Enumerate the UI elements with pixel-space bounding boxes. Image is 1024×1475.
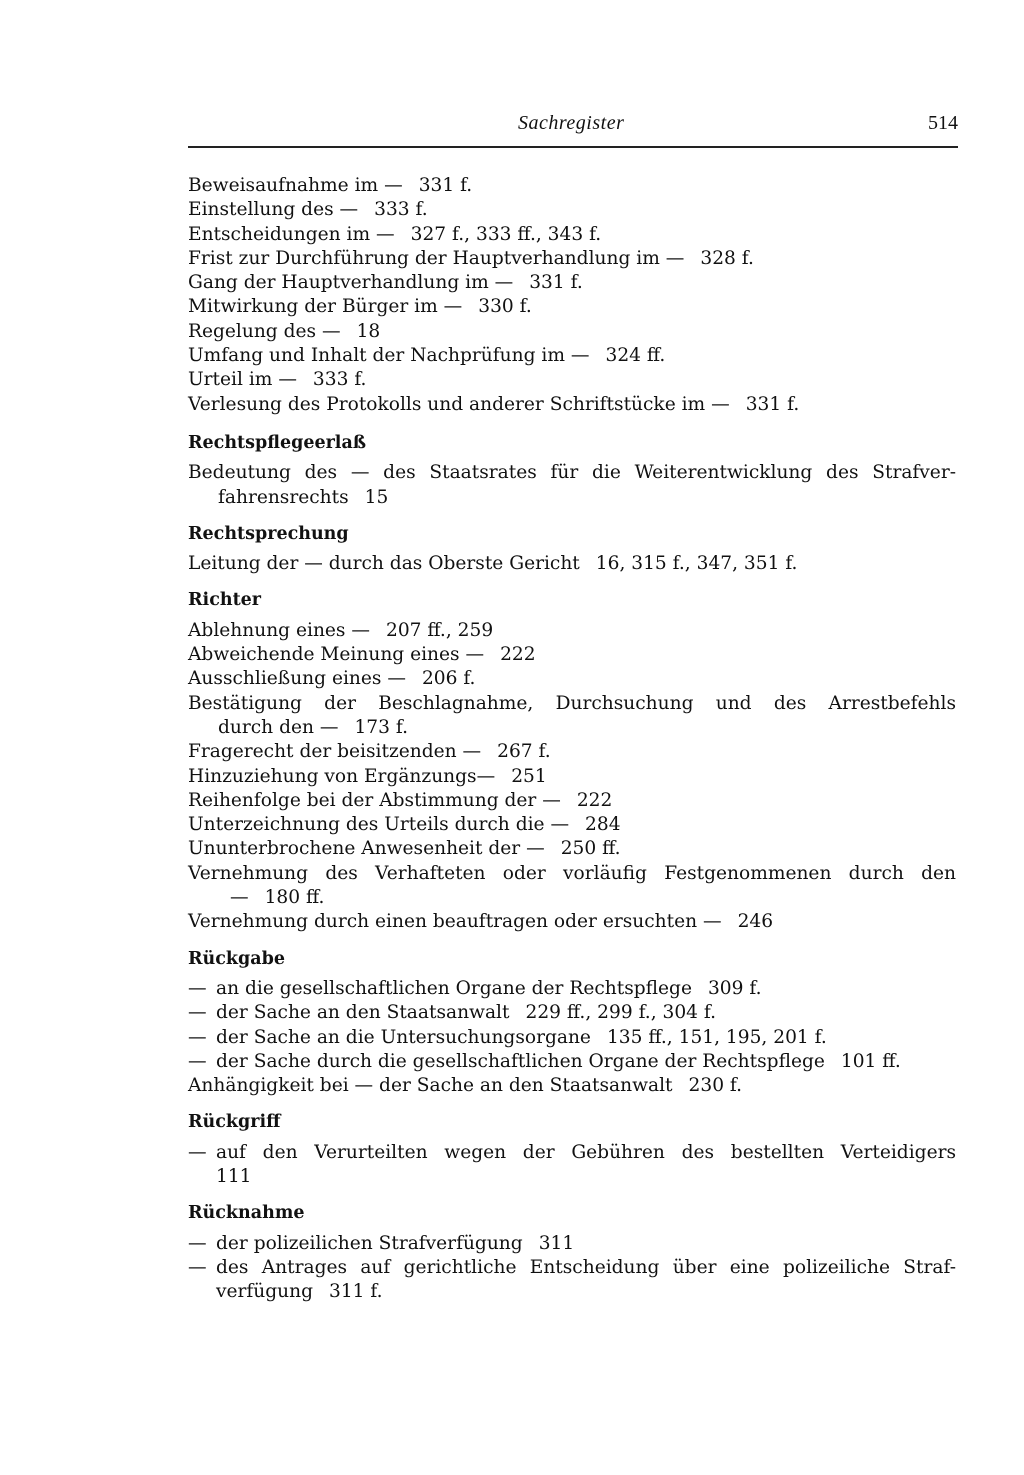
entry-pages: 101 ff. bbox=[840, 1050, 901, 1072]
dash-marker: — bbox=[188, 1050, 207, 1072]
index-entry bbox=[188, 740, 956, 764]
index-entry bbox=[188, 910, 956, 934]
entry-text: Verlesung des Protokolls und anderer Schriftstücke im — bbox=[188, 393, 730, 415]
index-entry bbox=[188, 862, 956, 911]
entry-continuation bbox=[188, 486, 956, 510]
entry-text: Mitwirkung der Bürger im — bbox=[188, 296, 463, 318]
entry-text: Anhängigkeit bei — der Sache an den Staatsanwalt bbox=[188, 1075, 673, 1097]
entry-pages: 222 bbox=[500, 644, 536, 666]
entry-text: Bestätigung der Beschlagnahme, Durchsuchung und des Arrestbefehls bbox=[188, 692, 956, 714]
index-entry bbox=[188, 789, 956, 813]
entry-text: Gang der Hauptverhandlung im — bbox=[188, 272, 514, 294]
entry-text: Frist zur Durchführung der Hauptverhandlung im — bbox=[188, 247, 685, 269]
entry-pages: 330 f. bbox=[478, 296, 532, 318]
dash-marker: — bbox=[188, 1232, 207, 1254]
entry-text: Urteil im — bbox=[188, 369, 297, 391]
entry-pages: 111 bbox=[216, 1165, 252, 1187]
index-entry bbox=[188, 461, 956, 510]
entry-pages: 16, 315 f., 347, 351 f. bbox=[595, 553, 798, 575]
index-entry bbox=[188, 271, 956, 295]
index-entry bbox=[188, 1050, 956, 1074]
entry-text: der Sache an die Untersuchungsorgane bbox=[216, 1026, 591, 1048]
entry-text: Unterzeichnung des Urteils durch die — bbox=[188, 814, 570, 836]
entry-pages: 331 f. bbox=[418, 175, 473, 196]
index-entry bbox=[188, 1001, 956, 1025]
index-entry bbox=[188, 765, 956, 789]
entry-pages: 327 f., 333 ff., 343 f. bbox=[410, 223, 602, 245]
entry-pages: 311 bbox=[538, 1232, 575, 1254]
entry-text: der polizeilichen Strafverfügung bbox=[216, 1232, 523, 1254]
index-entry bbox=[188, 247, 956, 271]
entry-text: verfügung bbox=[216, 1281, 314, 1303]
entry-pages: 324 ff. bbox=[605, 345, 666, 367]
entry-pages: 246 bbox=[737, 911, 774, 933]
entry-text: — bbox=[230, 887, 249, 909]
index-entry bbox=[188, 223, 956, 247]
heading-ruecknahme: Rücknahme bbox=[188, 1203, 305, 1224]
entry-text: der Sache an den Staatsanwalt bbox=[216, 1002, 510, 1024]
entry-continuation bbox=[188, 716, 956, 740]
index-entry bbox=[188, 1232, 956, 1256]
entry-text: fahrensrechts bbox=[218, 486, 349, 508]
entry-text: Bedeutung des — des Staatsrates für die Weiterentwicklung des Strafver- bbox=[188, 462, 956, 484]
index-entry bbox=[188, 198, 956, 222]
entry-pages: 333 f. bbox=[312, 369, 367, 391]
header-divider bbox=[188, 146, 958, 148]
entry-pages: 267 f. bbox=[497, 741, 551, 763]
entry-text: Fragerecht der beisitzenden — bbox=[188, 741, 482, 763]
dash-marker: — bbox=[188, 1002, 207, 1024]
running-title: Sachregister bbox=[518, 112, 625, 134]
entry-pages: 173 f. bbox=[354, 716, 408, 738]
index-entry bbox=[188, 368, 956, 392]
entry-pages: 206 f. bbox=[421, 668, 476, 690]
entry-group-continued bbox=[188, 174, 956, 417]
entry-text: Ablehnung eines — bbox=[188, 619, 370, 641]
entry-pages: 15 bbox=[364, 486, 389, 508]
entry-pages: 311 f. bbox=[329, 1281, 383, 1303]
entry-text: Leitung der — durch das Oberste Gericht bbox=[188, 553, 580, 575]
index-entry bbox=[188, 1256, 956, 1305]
entry-text: Hinzuziehung von Ergänzungs— bbox=[188, 765, 496, 787]
dash-marker: — bbox=[188, 1026, 207, 1048]
entry-pages: 309 f. bbox=[707, 977, 762, 999]
index-entry bbox=[188, 837, 956, 861]
entry-pages: 284 bbox=[585, 814, 621, 836]
entry-text: Vernehmung durch einen beauftragen oder ersuchten — bbox=[188, 911, 722, 933]
page-number: 514 bbox=[928, 112, 958, 134]
entry-pages: 333 f. bbox=[374, 199, 428, 221]
heading-richter: Richter bbox=[188, 590, 262, 611]
index-entry bbox=[188, 619, 956, 643]
entry-text: Ausschließung eines — bbox=[188, 668, 406, 690]
index-entry bbox=[188, 174, 956, 198]
entry-pages: 229 ff., 299 f., 304 f. bbox=[525, 1002, 717, 1024]
entry-text: durch den — bbox=[218, 716, 339, 738]
index-entry bbox=[188, 393, 956, 417]
dash-marker: — bbox=[188, 977, 207, 999]
heading-rechtsprechung: Rechtsprechung bbox=[188, 523, 349, 544]
entry-text: Entscheidungen im — bbox=[188, 223, 395, 245]
entry-text: auf den Verurteilten wegen der Gebühren des bestellten Verteidigers bbox=[216, 1141, 956, 1163]
index-entry bbox=[188, 320, 956, 344]
entry-text: Ununterbrochene Anwesenheit der — bbox=[188, 838, 545, 860]
entry-text: des Antrages auf gerichtliche Entscheidung über eine polizeiliche Straf- bbox=[216, 1256, 956, 1278]
index-content bbox=[188, 174, 956, 1304]
index-entry bbox=[188, 344, 956, 368]
index-entry bbox=[188, 692, 956, 741]
entry-text: an die gesellschaftlichen Organe der Rechtspflege bbox=[216, 977, 692, 999]
heading-rueckgriff: Rückgriff bbox=[188, 1112, 281, 1133]
heading-rechtspflegeerlass: Rechtspflegeerlaß bbox=[188, 432, 367, 453]
dash-marker: — bbox=[188, 1141, 207, 1163]
index-entry bbox=[188, 295, 956, 319]
entry-pages: 230 f. bbox=[688, 1075, 743, 1097]
entry-text: Umfang und Inhalt der Nachprüfung im — bbox=[188, 345, 590, 367]
entry-pages: 135 ff., 151, 195, 201 f. bbox=[606, 1026, 827, 1048]
entry-pages: 250 ff. bbox=[560, 838, 621, 860]
entry-text: der Sache durch die gesellschaftlichen Organe der Rechtspflege bbox=[216, 1050, 825, 1072]
index-entry bbox=[188, 813, 956, 837]
index-entry bbox=[188, 1074, 956, 1098]
entry-text: Vernehmung des Verhafteten oder vorläufig Festgenommenen durch den bbox=[188, 862, 956, 884]
index-entry bbox=[188, 667, 956, 691]
entry-pages: 251 bbox=[511, 765, 547, 787]
entry-text: Reihenfolge bei der Abstimmung der — bbox=[188, 789, 561, 811]
dash-marker: — bbox=[188, 1256, 207, 1278]
index-entry bbox=[188, 552, 956, 576]
index-entry bbox=[188, 1026, 956, 1050]
entry-pages: 18 bbox=[356, 320, 381, 342]
entry-pages: 207 ff., 259 bbox=[385, 619, 494, 641]
entry-pages: 180 ff. bbox=[264, 887, 325, 909]
entry-pages: 331 f. bbox=[745, 393, 800, 415]
page-header bbox=[188, 108, 958, 148]
entry-pages: 328 f. bbox=[700, 247, 754, 269]
entry-pages: 331 f. bbox=[529, 272, 583, 294]
entry-text: Regelung des — bbox=[188, 320, 341, 342]
entry-text: Beweisaufnahme im — bbox=[188, 175, 403, 196]
entry-text: Einstellung des — bbox=[188, 199, 359, 221]
index-entry bbox=[188, 1141, 956, 1190]
index-entry bbox=[188, 977, 956, 1001]
entry-text: Abweichende Meinung eines — bbox=[188, 644, 485, 666]
entry-pages: 222 bbox=[576, 789, 613, 811]
heading-rueckgabe: Rückgabe bbox=[188, 948, 285, 969]
entry-continuation bbox=[188, 886, 956, 910]
index-entry bbox=[188, 643, 956, 667]
